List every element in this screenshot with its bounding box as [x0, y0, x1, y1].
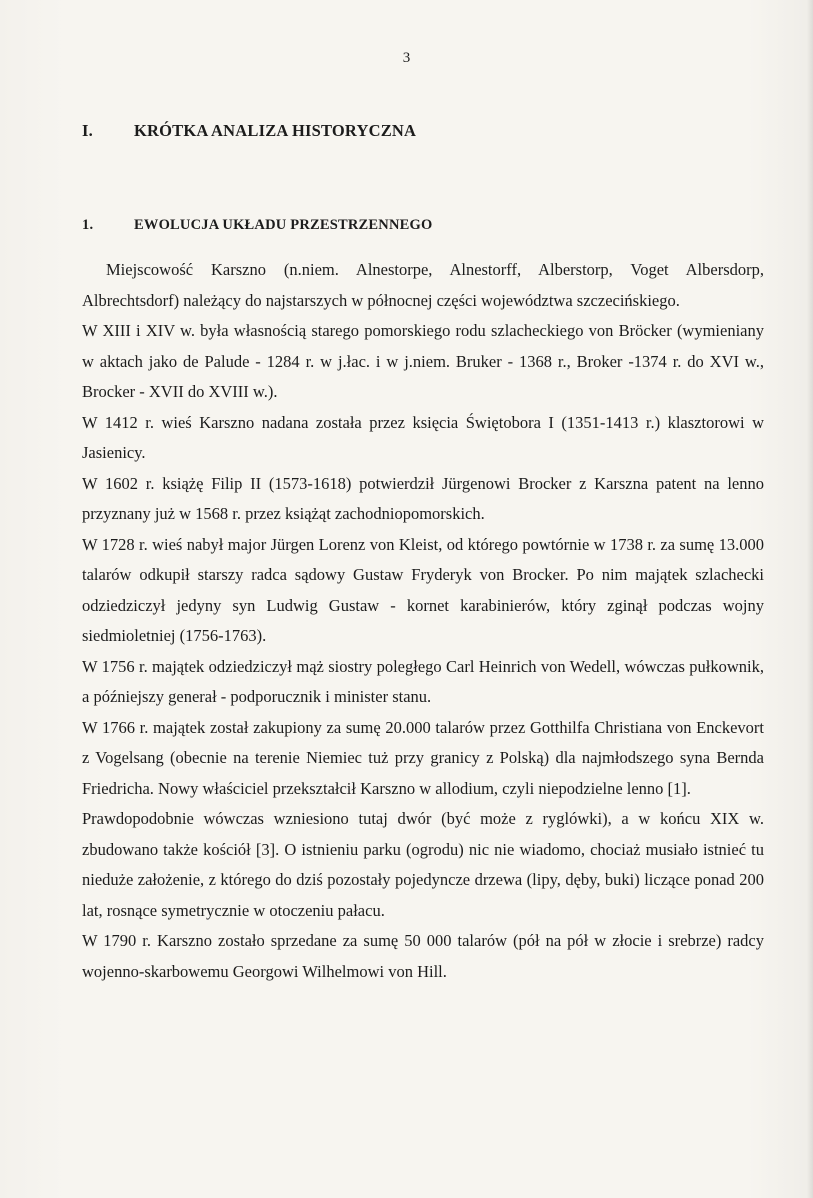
- paragraph: W XIII i XIV w. była własnością starego pomorskiego rodu szlacheckiego von Bröcker (wymieniany w aktach jako de Palude - 1284 r. w j.łac. i w j.niem. Bruker - 1368 r., Broker -1374 r. do XVI w., Brocker - XVII do XVIII w.).: [82, 321, 764, 401]
- chapter-title: KRÓTKA ANALIZA HISTORYCZNA: [134, 121, 417, 140]
- section-title: EWOLUCJA UKŁADU PRZESTRZENNEGO: [134, 217, 433, 233]
- paragraph: W 1602 r. książę Filip II (1573-1618) potwierdził Jürgenowi Brocker z Karszna patent na lenno przyznany już w 1568 r. przez książąt zachodniopomorskich.: [82, 473, 764, 523]
- chapter-heading: [82, 121, 416, 141]
- paragraph: W 1728 r. wieś nabył major Jürgen Lorenz von Kleist, od którego powtórnie w 1738 r. za sumę 13.000 talarów odkupił starszy radca sądowy Gustaw Fryderyk von Brocker. Po nim majątek szlachecki odziedziczył jedyny syn Ludwig Gustaw - kornet karabinierów, który zginął podczas wojny siedmioletniej (1756-1763).: [82, 534, 764, 645]
- body-text: [82, 255, 764, 987]
- paragraph: W 1766 r. majątek został zakupiony za sumę 20.000 talarów przez Gotthilfa Christiana von Enckevort z Vogelsang (obecnie na terenie Niemiec tuż przy granicy z Polską) dla najmłodszego syna Bernda Friedricha. Nowy właściciel przekształcił Karszno w allodium, czyli niepodzielne lenno [1].: [82, 717, 764, 798]
- paragraph: W 1790 r. Karszno zostało sprzedane za sumę 50 000 talarów (pół na pół w złocie i srebrze) radcy wojenno-skarbowemu Georgowi Wilhelmowi von Hill.: [82, 931, 764, 981]
- page-edge-shadow: [807, 0, 813, 1198]
- section-heading: [82, 217, 432, 234]
- paragraph: Prawdopodobnie wówczas wzniesiono tutaj dwór (być może z ryglówki), a w końcu XIX w. zbudowano także kościół [3]. O istnieniu parku (ogrodu) nic nie wiadomo, chociaż musiało istnieć tu nieduże założenie, z którego do dziś pozostały pojedyncze drzewa (lipy, dęby, buki) liczące ponad 200 lat, rosnące symetrycznie w otoczeniu pałacu.: [82, 809, 764, 920]
- paragraph: W 1756 r. majątek odziedziczył mąż siostry poległego Carl Heinrich von Wedell, wówczas pułkownik, a późniejszy generał - podporucznik i minister stanu.: [82, 656, 764, 706]
- section-number: 1.: [82, 217, 94, 233]
- chapter-number: I.: [82, 121, 93, 140]
- page-number: 3: [402, 50, 411, 66]
- paragraph: Miejscowość Karszno (n.niem. Alnestorpe, Alnestorff, Alberstorp, Voget Albersdorp, Albrechtsdorf) należący do najstarszych w północnej części województwa szczecińskiego.: [82, 260, 764, 310]
- paragraph: W 1412 r. wieś Karszno nadana została przez księcia Świętobora I (1351-1413 r.) klasztorowi w Jasienicy.: [82, 412, 764, 462]
